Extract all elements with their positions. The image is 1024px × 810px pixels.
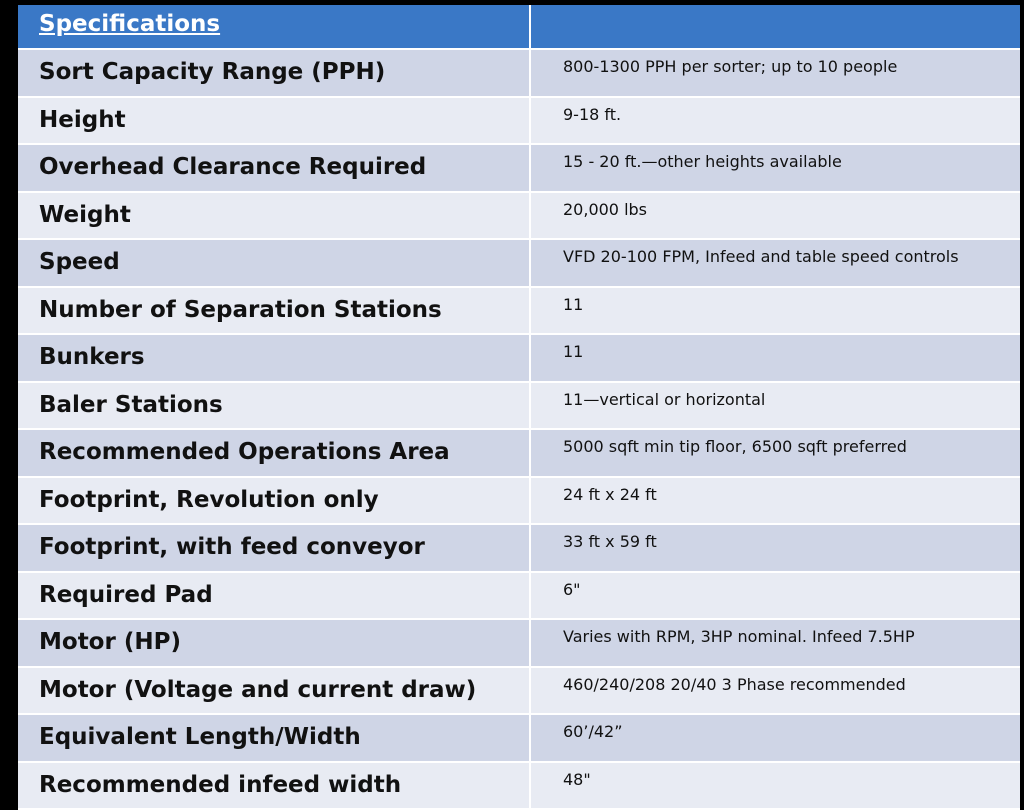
table-row [18,288,1020,336]
spec-value: 6" [531,573,1020,621]
spec-value: 5000 sqft min tip floor, 6500 sqft preferred [531,430,1020,478]
spec-value: 9-18 ft. [531,98,1020,146]
table-row [18,98,1020,146]
spec-value: 20,000 lbs [531,193,1020,241]
table-row [18,193,1020,241]
spec-label: Recommended infeed width [18,763,531,810]
spec-value: VFD 20-100 FPM, Infeed and table speed controls [531,240,1020,288]
spec-label: Motor (Voltage and current draw) [18,668,531,716]
spec-label: Motor (HP) [18,620,531,668]
table-row [18,50,1020,98]
spec-value: Varies with RPM, 3HP nominal. Infeed 7.5HP [531,620,1020,668]
table-row [18,145,1020,193]
spec-value: 11 [531,335,1020,383]
table-title: Specifications [18,5,531,50]
table-row [18,763,1020,810]
table-row [18,573,1020,621]
spec-label: Number of Separation Stations [18,288,531,336]
table-header-row [18,5,1020,50]
spec-label: Footprint, Revolution only [18,478,531,526]
spec-value: 800-1300 PPH per sorter; up to 10 people [531,50,1020,98]
spec-label: Weight [18,193,531,241]
spec-value: 24 ft x 24 ft [531,478,1020,526]
spec-label: Sort Capacity Range (PPH) [18,50,531,98]
spec-label: Height [18,98,531,146]
spec-value: 15 - 20 ft.—other heights available [531,145,1020,193]
table-row [18,715,1020,763]
spec-label: Equivalent Length/Width [18,715,531,763]
spec-label: Overhead Clearance Required [18,145,531,193]
specifications-table [18,5,1020,810]
table-row [18,525,1020,573]
table-row [18,478,1020,526]
header-value-cell [531,5,1020,50]
spec-label: Baler Stations [18,383,531,431]
spec-label: Bunkers [18,335,531,383]
spec-value: 460/240/208 20/40 3 Phase recommended [531,668,1020,716]
spec-value: 60’/42” [531,715,1020,763]
spec-label: Recommended Operations Area [18,430,531,478]
spec-label: Footprint, with feed conveyor [18,525,531,573]
spec-value: 33 ft x 59 ft [531,525,1020,573]
table-row [18,668,1020,716]
spec-value: 48" [531,763,1020,810]
spec-label: Speed [18,240,531,288]
table-row [18,335,1020,383]
spec-label: Required Pad [18,573,531,621]
table-row [18,430,1020,478]
spec-value: 11—vertical or horizontal [531,383,1020,431]
table-row [18,383,1020,431]
table-row [18,240,1020,288]
spec-value: 11 [531,288,1020,336]
table-row [18,620,1020,668]
